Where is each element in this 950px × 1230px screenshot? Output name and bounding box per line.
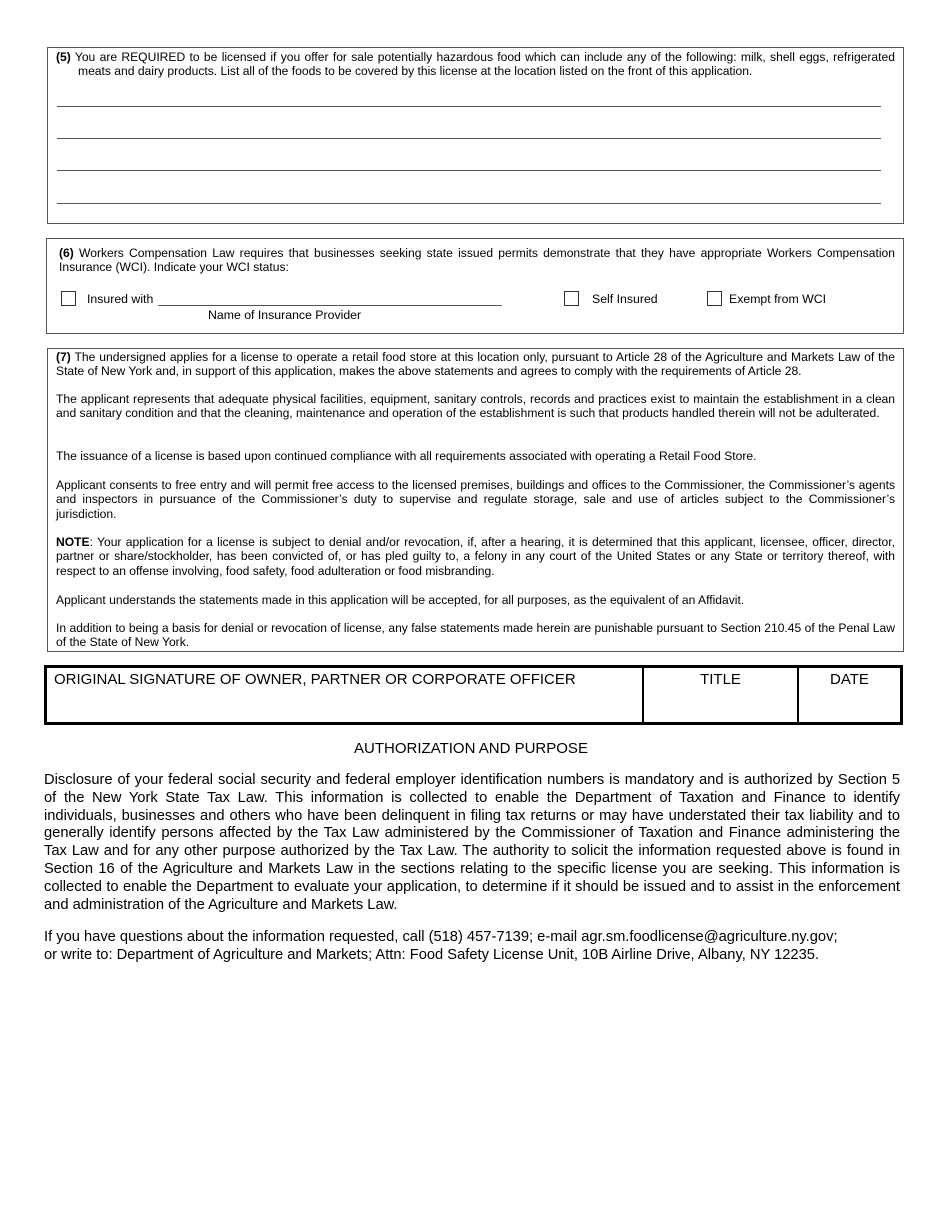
section-7-paragraph-7: In addition to being a basis for denial or revocation of license, any false statements made herein are punishable pursuant to Section 210.45 of the Penal Law of the State of New York. [56, 621, 895, 650]
section-6-number: (6) [59, 246, 74, 260]
section-7-paragraph-5 [56, 535, 895, 578]
insurance-provider-field[interactable] [158, 305, 502, 306]
section-6-box [46, 238, 904, 334]
section-7-paragraph-4: Applicant consents to free entry and will permit free access to the licensed premises, buildings and offices to the Commissioner, the Commissioner’s agents and inspectors in pursuance of the Commissioner’s duty to supervise and regulate storage, sale and use of articles subject to the Commissioner’s jurisdiction. [56, 478, 895, 521]
section-5-body: You are REQUIRED to be licensed if you offer for sale potentially hazardous food which can include any of the following: milk, shell eggs, refrigerated meats and dairy products. List all of the foods to be covered by this license at the location listed on the front of this application. [74, 50, 895, 79]
section-6-text [59, 246, 895, 275]
insured-with-label: Insured with [87, 292, 154, 306]
section-7-p5-text: : Your application for a license is subject to denial and/or revocation, if, after a hearing, it is determined that this applicant, licensee, officer, director, partner or share/stockholder, has been convicted of, or has pled guilty to, a felony in any court of the United States or any State or territory thereof, with respect to an offense involving, food safety, food adulteration or food misbranding. [56, 535, 895, 578]
contact-info [44, 929, 900, 965]
section-7-paragraph-2: The applicant represents that adequate physical facilities, equipment, sanitary controls, records and practices exist to maintain the establishment in a clean and sanitary condition and that the cleaning, maintenance and operation of the establishment is such that products handled therein will not be adulterated. [56, 392, 895, 421]
contact-line-1: If you have questions about the information requested, call (518) 457-7139; e-mail agr.sm.foodlicense@agriculture.ny.gov; [44, 929, 838, 945]
section-5-box [47, 47, 904, 224]
owner-signature-label: ORIGINAL SIGNATURE OF OWNER, PARTNER OR CORPORATE OFFICER [54, 671, 576, 688]
section-6-body: Workers Compensation Law requires that businesses seeking state issued permits demonstrate that they have appropriate Workers Compensation Insurance (WCI). Indicate your WCI status: [59, 246, 895, 275]
foods-line-4[interactable] [57, 203, 881, 204]
date-field[interactable] [799, 668, 900, 722]
section-5-text [56, 50, 895, 79]
section-7-paragraph-1 [56, 350, 895, 379]
insured-with-checkbox[interactable] [61, 291, 76, 306]
section-7-paragraph-3: The issuance of a license is based upon continued compliance with all requirements associated with operating a Retail Food Store. [56, 449, 757, 463]
authorization-title: AUTHORIZATION AND PURPOSE [354, 740, 588, 757]
section-7-p1-text: The undersigned applies for a license to operate a retail food store at this location only, pursuant to Article 28 of the Agriculture and Markets Law of the State of New York and, in support of this application, makes the above statements and agrees to comply with the requirements of Article 28. [56, 350, 895, 379]
section-5-number: (5) [56, 50, 71, 64]
contact-line-2: or write to: Department of Agriculture and Markets; Attn: Food Safety License Unit, 10B Airline Drive, Albany, NY 12235. [44, 946, 820, 963]
title-label: TITLE [700, 671, 741, 688]
section-7-paragraph-6: Applicant understands the statements made in this application will be accepted, for all purposes, as the equivalent of an Affidavit. [56, 593, 745, 607]
signature-table [44, 665, 903, 725]
section-7-box [47, 348, 904, 652]
title-field[interactable] [644, 668, 799, 722]
exempt-checkbox[interactable] [707, 291, 722, 306]
note-label: NOTE [56, 535, 90, 549]
owner-signature-field[interactable] [47, 668, 644, 722]
date-label: DATE [830, 671, 869, 688]
self-insured-checkbox[interactable] [564, 291, 579, 306]
foods-line-2[interactable] [57, 138, 881, 139]
foods-line-1[interactable] [57, 106, 881, 107]
self-insured-label: Self Insured [592, 292, 658, 306]
foods-line-3[interactable] [57, 170, 881, 171]
exempt-label: Exempt from WCI [729, 292, 827, 306]
insurance-provider-caption: Name of Insurance Provider [208, 308, 362, 322]
authorization-body: Disclosure of your federal social security and federal employer identification numbers is mandatory and is authorized by Section 5 of the New York State Tax Law. This information is collected to enable the Department of Taxation and Finance to identify individuals, businesses and others who have been delinquent in filing tax returns or may have understated their tax liability and to generally identify persons affected by the Tax Law administered by the Commissioner of Taxation and Finance administering the Tax Law and for any other purpose authorized by the Tax Law. The authority to solicit the information requested above is found in Section 16 of the Agriculture and Markets Law in the sections relating to the specific license you are seeking. This information is collected to enable the Department to evaluate your application, to determine if it should be issued and to assist in the enforcement and administration of the Agriculture and Markets Law. [44, 772, 900, 913]
section-7-number: (7) [56, 350, 71, 364]
